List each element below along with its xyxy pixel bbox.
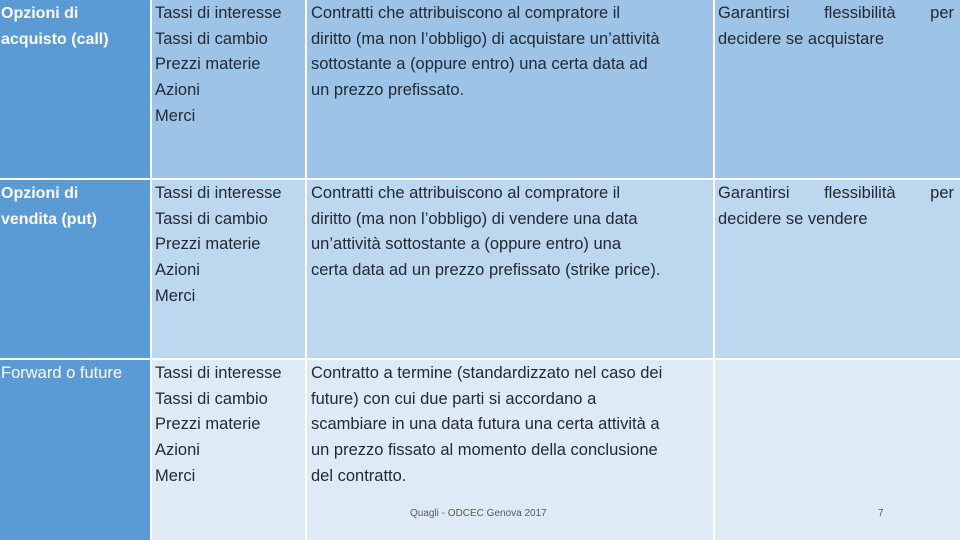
slide-footer: Quagli - ODCEC Genova 2017 [410,508,547,519]
underlying-item: Azioni [155,81,200,100]
row-header-cell [0,360,150,540]
description-line: un prezzo fissato al momento della conclusione [311,441,658,460]
description-line: sottostante a (oppure entro) una certa data ad [311,55,648,74]
row-header-line: Opzioni di [1,5,79,22]
row-header-cell [0,0,150,178]
underlying-item: Merci [155,286,196,305]
row-header-line: Opzioni di [1,185,79,202]
table-row [0,180,960,358]
row-header-line: Forward o future [1,364,123,382]
underlying-item: Prezzi materie [155,235,261,254]
underlying-item: Tassi di cambio [155,209,268,228]
underlying-cell [152,360,305,540]
slide-number: 7 [878,508,884,519]
row-header-cell [0,180,150,358]
description-cell [307,0,713,178]
underlying-item: Azioni [155,441,200,460]
purpose-cell [715,0,960,178]
purpose-cell [715,360,960,540]
underlying-item: Tassi di interesse [155,364,282,382]
underlying-item: Tassi di cambio [155,29,268,48]
description-line: un’attività sottostante a (oppure entro) una [311,235,622,254]
table-row [0,0,960,178]
underlying-item: Tassi di interesse [155,4,282,22]
row-header-line: acquisto (call) [1,31,109,48]
description-line: future) con cui due parti si accordano a [311,389,597,408]
description-line: del contratto. [311,466,407,485]
description-line: scambiare in una data futura una certa attività a [311,415,660,434]
purpose-line: decidere se vendere [718,209,868,228]
description-line: Contratti che attribuiscono al compratore il [311,184,621,202]
description-line: Contratto a termine (standardizzato nel caso dei [311,364,663,382]
description-line: diritto (ma non l’obbligo) di acquistare un’attività [311,29,660,48]
underlying-item: Tassi di interesse [155,184,282,202]
description-line: Contratti che attribuiscono al compratore il [311,4,621,22]
underlying-cell [152,0,305,178]
row-header-line: vendita (put) [1,211,97,228]
underlying-item: Merci [155,466,196,485]
underlying-item: Tassi di cambio [155,389,268,408]
description-line: diritto (ma non l’obbligo) di vendere una data [311,209,638,228]
description-line: certa data ad un prezzo prefissato (strike price). [311,261,661,280]
underlying-item: Prezzi materie [155,55,261,74]
purpose-line: decidere se acquistare [718,29,885,48]
underlying-item: Prezzi materie [155,415,261,434]
description-line: un prezzo prefissato. [311,81,465,100]
purpose-cell [715,180,960,358]
underlying-item: Merci [155,106,196,125]
underlying-item: Azioni [155,261,200,280]
underlying-cell [152,180,305,358]
description-cell [307,180,713,358]
purpose-line: Garantirsi flessibilità per [718,184,954,202]
purpose-line: Garantirsi flessibilità per [718,4,954,22]
